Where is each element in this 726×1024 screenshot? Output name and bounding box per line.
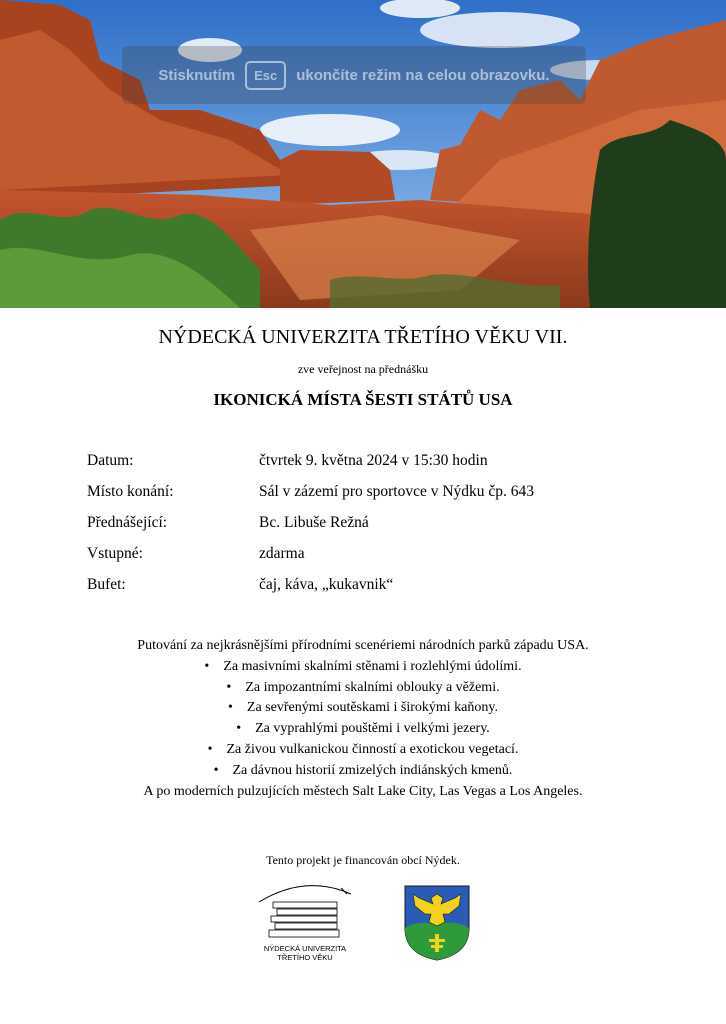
description-outro: A po moderních pulzujících městech Salt Lake City, Las Vegas a Los Angeles. — [143, 783, 583, 799]
info-label: Místo konání: — [87, 483, 174, 500]
logo-caption-line1: NÝDECKÁ UNIVERZITA — [263, 944, 347, 953]
hero-photo — [0, 0, 726, 308]
list-item: • Za živou vulkanickou činností a exotickou vegetací. — [0, 740, 726, 761]
info-value: Sál v zázemí pro sportovce v Nýdku čp. 643 — [259, 483, 535, 500]
organizer-title: NÝDECKÁ UNIVERZITA TŘETÍHO VĚKU VII. — [158, 326, 568, 348]
list-item: • Za sevřenými soutěskami i širokými kaňony. — [0, 698, 726, 719]
info-label: Vstupné: — [87, 545, 143, 562]
list-item: • Za impozantními skalními oblouky a věžemi. — [0, 678, 726, 699]
info-row-buffet — [87, 576, 647, 607]
info-value: čaj, káva, „kukavnik“ — [259, 576, 394, 593]
funding-note: Tento projekt je financován obcí Nýdek. — [266, 853, 460, 867]
list-item: • Za masivními skalními stěnami i rozlehlými údolími. — [0, 657, 726, 678]
invitation-line: zve veřejnost na přednášku — [297, 362, 429, 376]
university-logo — [255, 880, 355, 966]
info-value: čtvrtek 9. května 2024 v 15:30 hodin — [259, 452, 488, 469]
info-row-speaker — [87, 514, 647, 545]
info-row-date — [87, 452, 647, 483]
info-value: Bc. Libuše Režná — [259, 514, 369, 531]
fullscreen-hint-after: ukončíte režim na celou obrazovku. — [296, 66, 550, 84]
list-item: • Za dávnou historií zmizelých indiánských kmenů. — [0, 761, 726, 782]
info-label: Bufet: — [87, 576, 126, 593]
lecture-title: IKONICKÁ MÍSTA ŠESTI STÁTŮ USA — [213, 390, 513, 409]
description-intro: Putování za nejkrásnějšími přírodními scenériemi národních parků západu USA. — [137, 638, 589, 653]
coat-of-arms-icon — [403, 884, 471, 962]
info-row-venue — [87, 483, 647, 514]
lecture-description — [0, 636, 726, 802]
fullscreen-exit-hint — [122, 46, 586, 104]
nydek-coat-of-arms — [403, 884, 471, 962]
info-value: zdarma — [259, 545, 305, 562]
list-item: • Za vyprahlými pouštěmi i velkými jezery. — [0, 719, 726, 740]
description-bullet-list — [0, 657, 726, 782]
info-label: Datum: — [87, 452, 134, 469]
logo-caption-line2: TŘETÍHO VĚKU — [277, 953, 333, 962]
esc-key-badge: Esc — [245, 61, 286, 90]
info-label: Přednášející: — [87, 514, 168, 531]
event-info-table — [87, 452, 647, 607]
info-row-admission — [87, 545, 647, 576]
books-stack-icon — [255, 880, 355, 940]
fullscreen-hint-before: Stisknutím — [158, 66, 236, 84]
